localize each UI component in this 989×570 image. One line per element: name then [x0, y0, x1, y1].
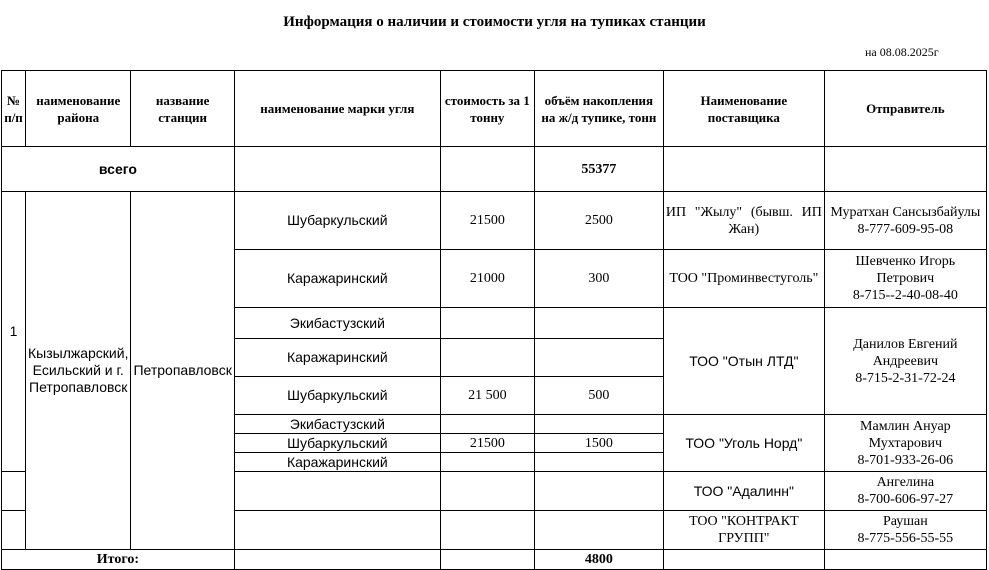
total-row: [2, 147, 987, 192]
row-number: 1: [2, 192, 26, 472]
header-sender: Отправитель: [824, 71, 986, 147]
sender-name: Ангелина: [876, 475, 935, 490]
sender-phone: 8-777-609-95-08: [857, 221, 954, 237]
station-cell: Петропавловск: [131, 192, 234, 550]
brand-cell: Каражаринский: [234, 250, 440, 308]
table-row: [2, 192, 987, 250]
sender-cell: [824, 308, 986, 415]
volume-cell: 500: [534, 377, 663, 415]
brand-cell: Экибастузский: [234, 415, 440, 434]
volume-cell: [534, 339, 663, 377]
header-district: наименование района: [26, 71, 131, 147]
supplier-cell: ТОО "Отын ЛТД": [663, 308, 824, 415]
volume-cell: 300: [534, 250, 663, 308]
document-title: Информация о наличии и стоимости угля на тупиках станции: [283, 14, 706, 30]
supplier-cell: ИП "Жылу" (бывш. ИП Жан): [663, 192, 824, 250]
sender-cell: [824, 250, 986, 308]
header-num: № п/п: [2, 71, 26, 147]
header-supplier: Наименование поставщика: [663, 71, 824, 147]
volume-cell: 1500: [534, 434, 663, 453]
brand-cell: Экибастузский: [234, 308, 440, 339]
total-volume: 55377: [534, 147, 663, 192]
sender-name: Мамлин Ануар Мухтарович: [860, 418, 951, 451]
sender-phone: 8-701-933-26-06: [857, 452, 954, 468]
supplier-cell: ТОО "Проминвестуголь": [663, 250, 824, 308]
sender-cell: [824, 415, 986, 472]
cost-cell: [440, 308, 534, 339]
brand-cell: Шубаркульский: [234, 434, 440, 453]
brand-cell: Каражаринский: [234, 339, 440, 377]
cost-cell: [440, 415, 534, 434]
subtotal-row: [2, 550, 987, 570]
header-station: название станции: [131, 71, 234, 147]
cost-cell: 21000: [440, 250, 534, 308]
sender-phone: 8-700-606-97-27: [857, 492, 954, 507]
sender-cell: [824, 511, 986, 550]
supplier-cell: ТОО "КОНТРАКТ ГРУПП": [663, 511, 824, 550]
subtotal-volume: 4800: [534, 550, 663, 570]
cost-cell: 21500: [440, 434, 534, 453]
header-cost: стоимость за 1 тонну: [440, 71, 534, 147]
brand-cell: Шубаркульский: [234, 192, 440, 250]
sender-cell: [824, 472, 986, 511]
cost-cell: [440, 339, 534, 377]
cost-cell: 21500: [440, 192, 534, 250]
report-date: на 08.08.2025г: [865, 45, 939, 59]
sender-phone: 8-715-2-31-72-24: [855, 370, 956, 386]
subtotal-label: Итого:: [2, 550, 235, 570]
brand-cell: Каражаринский: [234, 453, 440, 472]
supplier-cell: ТОО "Уголь Норд": [663, 415, 824, 472]
volume-cell: [534, 308, 663, 339]
cost-cell: [440, 453, 534, 472]
header-row: [2, 71, 987, 147]
volume-cell: [534, 453, 663, 472]
supplier-cell: ТОО "Адалинн": [663, 472, 824, 511]
header-brand: наименование марки угля: [234, 71, 440, 147]
cost-cell: 21 500: [440, 377, 534, 415]
sender-name: Муратхан Сансызбайулы: [830, 204, 981, 220]
sender-phone: 8-775-556-55-55: [857, 531, 954, 546]
sender-name: Раушан: [882, 514, 928, 529]
sender-phone: 8-715--2-40-08-40: [852, 288, 958, 303]
brand-cell: Шубаркульский: [234, 377, 440, 415]
volume-cell: [534, 415, 663, 434]
coal-table: [1, 70, 987, 570]
sender-cell: [824, 192, 986, 250]
total-label: всего: [2, 147, 235, 192]
volume-cell: 2500: [534, 192, 663, 250]
sender-name: Данилов Евгений Андреевич: [853, 336, 958, 369]
district-cell: Кызылжарский, Есильский и г. Петропавловск: [26, 192, 131, 550]
header-volume: объём накопления на ж/д тупике, тонн: [534, 71, 663, 147]
sender-name: Шевченко Игорь Петрович: [855, 254, 956, 286]
